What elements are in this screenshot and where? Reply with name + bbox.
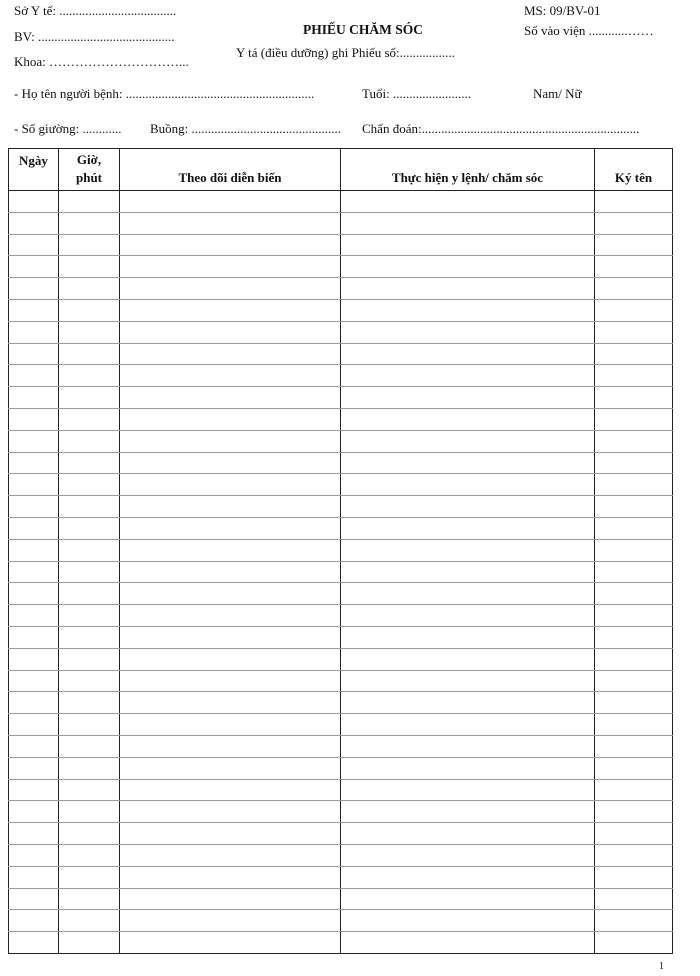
table-row (9, 670, 673, 692)
cell-signature[interactable] (595, 627, 673, 649)
table-body (9, 191, 673, 954)
cell-orders-care[interactable] (341, 452, 595, 474)
cell-time[interactable] (59, 561, 120, 583)
cell-signature[interactable] (595, 692, 673, 714)
cell-progress[interactable] (120, 452, 341, 474)
cell-signature[interactable] (595, 670, 673, 692)
cell-orders-care[interactable] (341, 583, 595, 605)
table-row (9, 823, 673, 845)
table-row (9, 801, 673, 823)
cell-date[interactable] (9, 300, 59, 322)
table-row (9, 648, 673, 670)
room-field[interactable]: Buồng: .............................................. (150, 121, 342, 136)
cell-time[interactable] (59, 300, 120, 322)
cell-signature[interactable] (595, 648, 673, 670)
cell-progress[interactable] (120, 866, 341, 888)
table-row (9, 409, 673, 431)
cell-signature[interactable] (595, 234, 673, 256)
table-row (9, 736, 673, 758)
cell-progress[interactable] (120, 845, 341, 867)
cell-time[interactable] (59, 256, 120, 278)
cell-signature[interactable] (595, 714, 673, 736)
age-field[interactable]: Tuổi: ........................ (362, 86, 471, 101)
cell-date[interactable] (9, 692, 59, 714)
cell-orders-care[interactable] (341, 648, 595, 670)
cell-orders-care[interactable] (341, 430, 595, 452)
table-row (9, 757, 673, 779)
cell-progress[interactable] (120, 539, 341, 561)
cell-orders-care[interactable] (341, 300, 595, 322)
cell-date[interactable] (9, 430, 59, 452)
cell-date[interactable] (9, 343, 59, 365)
cell-time[interactable] (59, 736, 120, 758)
cell-time[interactable] (59, 757, 120, 779)
cell-date[interactable] (9, 736, 59, 758)
cell-time[interactable] (59, 278, 120, 300)
khoa-field[interactable]: Khoa: …………………………... (14, 54, 189, 69)
table-row (9, 452, 673, 474)
cell-signature[interactable] (595, 561, 673, 583)
cell-progress[interactable] (120, 191, 341, 213)
cell-date[interactable] (9, 191, 59, 213)
cell-time[interactable] (59, 932, 120, 954)
cell-progress[interactable] (120, 801, 341, 823)
table-row (9, 583, 673, 605)
column-header-progress: Theo dõi diễn biến (120, 149, 341, 191)
cell-time[interactable] (59, 321, 120, 343)
cell-progress[interactable] (120, 736, 341, 758)
cell-orders-care[interactable] (341, 757, 595, 779)
cell-signature[interactable] (595, 932, 673, 954)
cell-progress[interactable] (120, 321, 341, 343)
cell-progress[interactable] (120, 779, 341, 801)
page-title: PHIẾU CHĂM SÓC (303, 22, 424, 37)
table-row (9, 845, 673, 867)
table-row (9, 779, 673, 801)
table-row (9, 256, 673, 278)
column-header-date: Ngày (9, 149, 59, 191)
table-row (9, 539, 673, 561)
cell-orders-care[interactable] (341, 779, 595, 801)
cell-date[interactable] (9, 888, 59, 910)
cell-date[interactable] (9, 409, 59, 431)
cell-time[interactable] (59, 452, 120, 474)
cell-progress[interactable] (120, 256, 341, 278)
cell-date[interactable] (9, 321, 59, 343)
patient-name-field[interactable]: - Họ tên người bệnh: .......................................................... (14, 86, 315, 101)
cell-orders-care[interactable] (341, 801, 595, 823)
cell-date[interactable] (9, 845, 59, 867)
cell-time[interactable] (59, 387, 120, 409)
cell-date[interactable] (9, 648, 59, 670)
column-header-time: Giờ, phút (59, 149, 120, 191)
cell-orders-care[interactable] (341, 605, 595, 627)
table-row (9, 714, 673, 736)
cell-signature[interactable] (595, 387, 673, 409)
cell-time[interactable] (59, 823, 120, 845)
column-header-orders-care: Thực hiện y lệnh/ chăm sóc (341, 149, 595, 191)
cell-orders-care[interactable] (341, 256, 595, 278)
cell-time[interactable] (59, 430, 120, 452)
cell-signature[interactable] (595, 191, 673, 213)
cell-orders-care[interactable] (341, 932, 595, 954)
cell-orders-care[interactable] (341, 518, 595, 540)
bed-number-field[interactable]: - Số giường: ............ (14, 121, 122, 136)
table-header-row (9, 149, 673, 191)
cell-signature[interactable] (595, 845, 673, 867)
cell-progress[interactable] (120, 474, 341, 496)
cell-progress[interactable] (120, 627, 341, 649)
cell-orders-care[interactable] (341, 910, 595, 932)
cell-time[interactable] (59, 234, 120, 256)
cell-time[interactable] (59, 496, 120, 518)
cell-progress[interactable] (120, 714, 341, 736)
cell-date[interactable] (9, 670, 59, 692)
cell-signature[interactable] (595, 474, 673, 496)
cell-date[interactable] (9, 496, 59, 518)
cell-signature[interactable] (595, 888, 673, 910)
gender-field[interactable]: Nam/ Nữ (533, 86, 582, 101)
cell-signature[interactable] (595, 300, 673, 322)
cell-signature[interactable] (595, 278, 673, 300)
form-code: MS: 09/BV-01 (524, 3, 601, 18)
table-row (9, 518, 673, 540)
cell-date[interactable] (9, 452, 59, 474)
cell-signature[interactable] (595, 910, 673, 932)
cell-time[interactable] (59, 627, 120, 649)
page-number: 1 (659, 961, 664, 972)
table-row (9, 910, 673, 932)
table-row (9, 387, 673, 409)
cell-signature[interactable] (595, 757, 673, 779)
table-row (9, 191, 673, 213)
cell-orders-care[interactable] (341, 714, 595, 736)
cell-signature[interactable] (595, 583, 673, 605)
cell-date[interactable] (9, 932, 59, 954)
cell-date[interactable] (9, 256, 59, 278)
cell-orders-care[interactable] (341, 321, 595, 343)
cell-signature[interactable] (595, 518, 673, 540)
cell-progress[interactable] (120, 670, 341, 692)
table-row (9, 692, 673, 714)
cell-progress[interactable] (120, 518, 341, 540)
cell-signature[interactable] (595, 866, 673, 888)
so-vao-vien-field[interactable]: Số vào viện ............…… (524, 23, 654, 38)
cell-time[interactable] (59, 343, 120, 365)
cell-date[interactable] (9, 474, 59, 496)
diagnosis-field[interactable]: Chẩn đoán:................................................................... (362, 121, 640, 136)
table-row (9, 474, 673, 496)
cell-time[interactable] (59, 866, 120, 888)
cell-signature[interactable] (595, 539, 673, 561)
cell-progress[interactable] (120, 757, 341, 779)
cell-date[interactable] (9, 627, 59, 649)
cell-date[interactable] (9, 605, 59, 627)
cell-signature[interactable] (595, 409, 673, 431)
cell-signature[interactable] (595, 212, 673, 234)
cell-time[interactable] (59, 539, 120, 561)
cell-date[interactable] (9, 234, 59, 256)
cell-orders-care[interactable] (341, 496, 595, 518)
cell-time[interactable] (59, 648, 120, 670)
cell-progress[interactable] (120, 234, 341, 256)
cell-orders-care[interactable] (341, 866, 595, 888)
cell-orders-care[interactable] (341, 212, 595, 234)
cell-date[interactable] (9, 561, 59, 583)
cell-progress[interactable] (120, 932, 341, 954)
cell-signature[interactable] (595, 496, 673, 518)
cell-time[interactable] (59, 191, 120, 213)
cell-orders-care[interactable] (341, 387, 595, 409)
cell-time[interactable] (59, 212, 120, 234)
table-row (9, 343, 673, 365)
cell-orders-care[interactable] (341, 278, 595, 300)
cell-orders-care[interactable] (341, 234, 595, 256)
table-row (9, 278, 673, 300)
cell-time[interactable] (59, 779, 120, 801)
table-row (9, 888, 673, 910)
cell-signature[interactable] (595, 801, 673, 823)
table-row (9, 430, 673, 452)
cell-time[interactable] (59, 692, 120, 714)
cell-signature[interactable] (595, 321, 673, 343)
table-row (9, 365, 673, 387)
table-row (9, 627, 673, 649)
cell-date[interactable] (9, 387, 59, 409)
cell-date[interactable] (9, 910, 59, 932)
care-record-table (8, 148, 673, 954)
cell-time[interactable] (59, 365, 120, 387)
cell-signature[interactable] (595, 736, 673, 758)
cell-orders-care[interactable] (341, 823, 595, 845)
cell-progress[interactable] (120, 605, 341, 627)
cell-time[interactable] (59, 518, 120, 540)
table-row (9, 932, 673, 954)
table-row (9, 605, 673, 627)
cell-time[interactable] (59, 583, 120, 605)
table-row (9, 300, 673, 322)
cell-time[interactable] (59, 670, 120, 692)
cell-date[interactable] (9, 212, 59, 234)
cell-orders-care[interactable] (341, 627, 595, 649)
cell-progress[interactable] (120, 212, 341, 234)
cell-date[interactable] (9, 714, 59, 736)
table-row (9, 321, 673, 343)
cell-date[interactable] (9, 539, 59, 561)
cell-orders-care[interactable] (341, 670, 595, 692)
cell-date[interactable] (9, 583, 59, 605)
so-y-te-field[interactable]: Sở Y tế: .................................... (14, 3, 177, 18)
cell-orders-care[interactable] (341, 409, 595, 431)
cell-date[interactable] (9, 518, 59, 540)
cell-signature[interactable] (595, 343, 673, 365)
cell-progress[interactable] (120, 648, 341, 670)
bv-field[interactable]: BV: .......................................... (14, 29, 175, 44)
cell-time[interactable] (59, 845, 120, 867)
cell-time[interactable] (59, 910, 120, 932)
cell-time[interactable] (59, 605, 120, 627)
column-header-signature: Ký tên (595, 149, 673, 191)
cell-orders-care[interactable] (341, 692, 595, 714)
cell-orders-care[interactable] (341, 845, 595, 867)
cell-progress[interactable] (120, 692, 341, 714)
table-row (9, 496, 673, 518)
cell-time[interactable] (59, 474, 120, 496)
cell-date[interactable] (9, 866, 59, 888)
cell-signature[interactable] (595, 365, 673, 387)
cell-progress[interactable] (120, 365, 341, 387)
cell-progress[interactable] (120, 430, 341, 452)
cell-progress[interactable] (120, 888, 341, 910)
cell-time[interactable] (59, 888, 120, 910)
cell-date[interactable] (9, 823, 59, 845)
cell-orders-care[interactable] (341, 343, 595, 365)
cell-progress[interactable] (120, 910, 341, 932)
cell-signature[interactable] (595, 430, 673, 452)
cell-progress[interactable] (120, 343, 341, 365)
cell-orders-care[interactable] (341, 365, 595, 387)
cell-date[interactable] (9, 365, 59, 387)
cell-date[interactable] (9, 757, 59, 779)
cell-progress[interactable] (120, 561, 341, 583)
cell-signature[interactable] (595, 256, 673, 278)
cell-signature[interactable] (595, 779, 673, 801)
cell-progress[interactable] (120, 823, 341, 845)
cell-time[interactable] (59, 801, 120, 823)
table-row (9, 234, 673, 256)
cell-signature[interactable] (595, 823, 673, 845)
cell-signature[interactable] (595, 452, 673, 474)
phieu-so-field[interactable]: Y tá (điều dưỡng) ghi Phiếu số:................. (236, 45, 455, 60)
cell-orders-care[interactable] (341, 191, 595, 213)
cell-orders-care[interactable] (341, 888, 595, 910)
cell-orders-care[interactable] (341, 736, 595, 758)
cell-date[interactable] (9, 278, 59, 300)
cell-signature[interactable] (595, 605, 673, 627)
table-row (9, 561, 673, 583)
cell-orders-care[interactable] (341, 539, 595, 561)
cell-progress[interactable] (120, 496, 341, 518)
table-row (9, 212, 673, 234)
cell-orders-care[interactable] (341, 474, 595, 496)
cell-orders-care[interactable] (341, 561, 595, 583)
cell-date[interactable] (9, 779, 59, 801)
cell-progress[interactable] (120, 583, 341, 605)
cell-progress[interactable] (120, 300, 341, 322)
cell-progress[interactable] (120, 387, 341, 409)
cell-progress[interactable] (120, 278, 341, 300)
table-row (9, 866, 673, 888)
cell-time[interactable] (59, 409, 120, 431)
cell-time[interactable] (59, 714, 120, 736)
cell-progress[interactable] (120, 409, 341, 431)
cell-date[interactable] (9, 801, 59, 823)
